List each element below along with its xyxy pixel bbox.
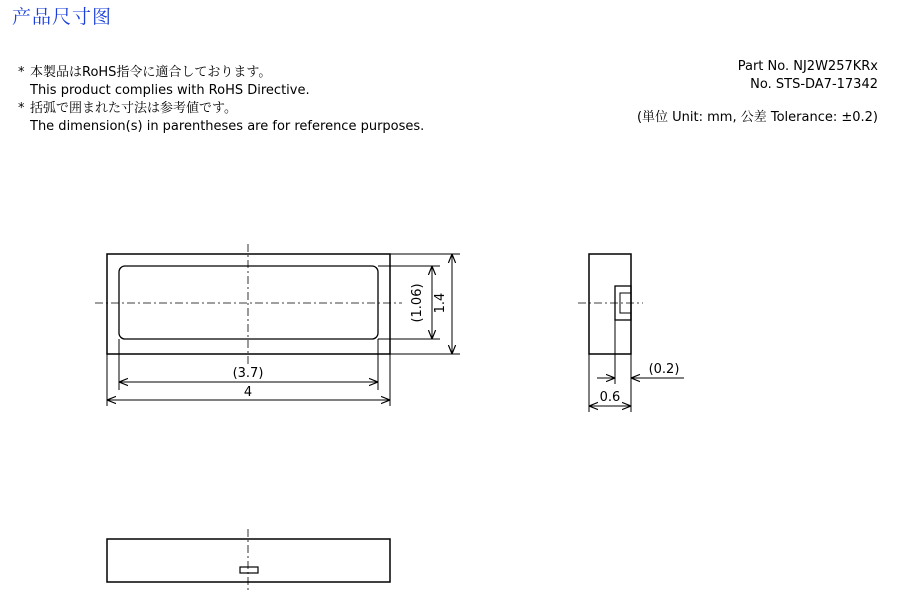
dimension-label-height: 1.4 xyxy=(433,292,448,314)
side-view xyxy=(578,254,684,412)
note-text: 本製品はRoHS指令に適合しております。 xyxy=(30,65,272,80)
page-heading: 产品尺寸图 xyxy=(12,6,113,28)
note-text: 括弧で囲まれた寸法は参考値です。 xyxy=(30,101,237,116)
bottom-slot-mark xyxy=(240,567,258,573)
note-marker: * xyxy=(18,101,25,116)
note-marker: * xyxy=(18,65,25,80)
part-number: Part No. NJ2W257KRx xyxy=(737,59,878,74)
front-inner-recess xyxy=(119,266,378,339)
note-text: This product complies with RoHS Directive. xyxy=(30,83,310,98)
side-outline xyxy=(589,254,631,354)
front-view xyxy=(95,244,460,406)
dimension-label-inner-length: (3.7) xyxy=(232,366,264,381)
dimension-label-length: 4 xyxy=(243,385,253,400)
dimension-label-recess-depth: (0.2) xyxy=(648,362,680,377)
units-tolerance: (単位 Unit: mm, 公差 Tolerance: ±0.2) xyxy=(636,110,878,125)
dimension-label-thickness: 0.6 xyxy=(599,390,621,405)
dimension-label-inner-height: (1.06) xyxy=(410,283,425,323)
note-text: The dimension(s) in parentheses are for reference purposes. xyxy=(30,119,425,134)
bottom-view xyxy=(107,529,390,592)
document-number: No. STS-DA7-17342 xyxy=(750,77,878,92)
bottom-outline xyxy=(107,539,390,582)
